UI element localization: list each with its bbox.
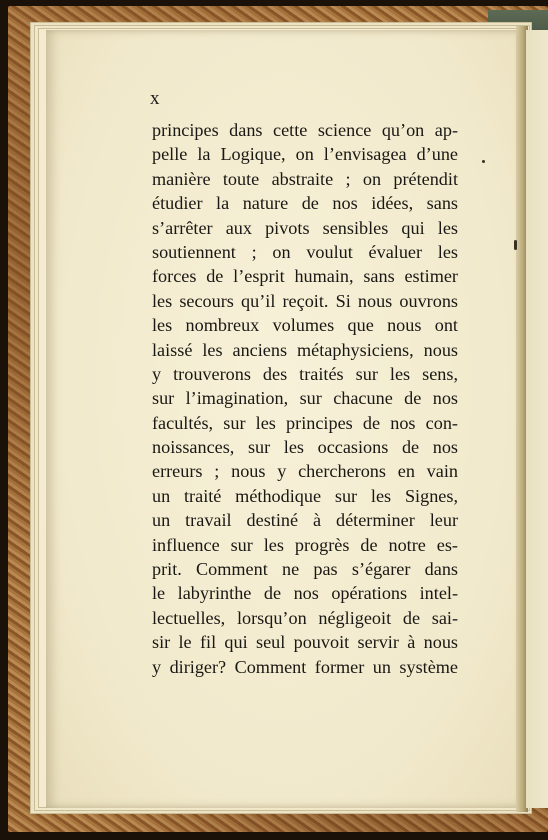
text-line: y diriger? Comment former un système <box>152 656 458 677</box>
paper-speck <box>482 160 485 163</box>
text-line: erreurs ; nous y chercherons en vain <box>152 461 458 482</box>
text-line: étudier la nature de nos idées, sans <box>152 193 458 214</box>
paper-speck <box>514 240 517 250</box>
text-line: sur l’imagination, sur chacune de nos <box>152 388 458 409</box>
text-line: manière toute abstraite ; on prétendit <box>152 168 458 189</box>
body-text <box>152 118 458 679</box>
text-line: influence sur les progrès de notre es- <box>152 534 458 555</box>
text-line: laissé les anciens métaphysiciens, nous <box>152 339 458 360</box>
text-line: s’arrêter aux pivots sensibles qui les <box>152 217 458 238</box>
text-line: sir le fil qui seul pouvoit servir à nous <box>152 632 458 653</box>
text-line: facultés, sur les principes de nos con- <box>152 412 458 433</box>
facing-page-edge <box>526 30 548 808</box>
text-line: les secours qu’il reçoit. Si nous ouvrons <box>152 290 458 311</box>
text-line: un travail destiné à déterminer leur <box>152 510 458 531</box>
page-number: x <box>150 88 160 109</box>
text-line: principes dans cette science qu’on ap- <box>152 120 458 140</box>
text-line: le labyrinthe de nos opérations intel- <box>152 583 458 604</box>
text-line: un traité méthodique sur les Signes, <box>152 485 458 506</box>
text-line: lectuelles, lorsqu’on négligeoit de sai- <box>152 607 458 628</box>
text-line: les nombreux volumes que nous ont <box>152 315 458 336</box>
text-line: prit. Comment ne pas s’égarer dans <box>152 559 458 580</box>
text-line: soutiennent ; on voulut évaluer les <box>152 241 458 262</box>
text-line: pelle la Logique, on l’envisagea d’une <box>152 144 458 165</box>
text-line: noissances, sur les occasions de nos <box>152 437 458 458</box>
text-line: y trouverons des traités sur les sens, <box>152 363 458 384</box>
text-line: forces de l’esprit humain, sans estimer <box>152 266 458 287</box>
